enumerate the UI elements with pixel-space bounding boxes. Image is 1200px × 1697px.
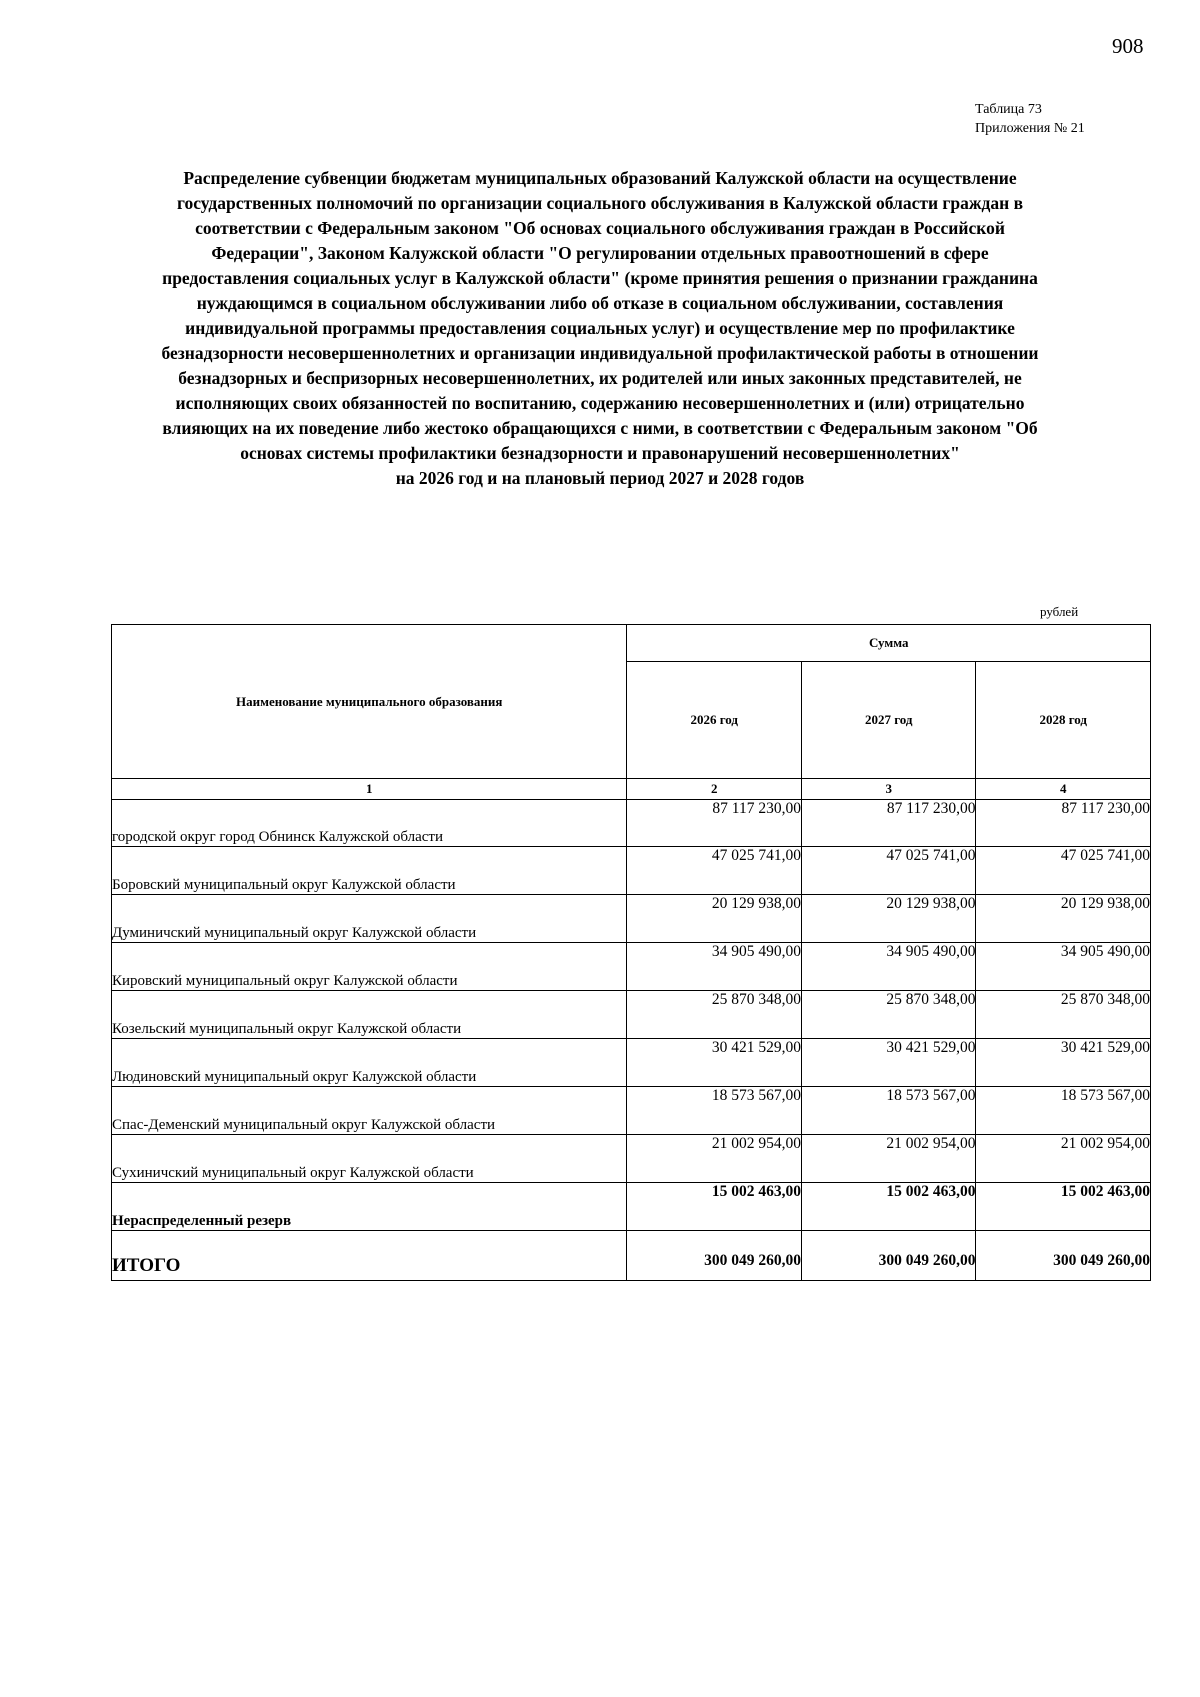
amount-2028: 25 870 348,00 — [976, 991, 1151, 1039]
amount-2026: 87 117 230,00 — [627, 800, 802, 847]
units-label: рублей — [1040, 604, 1079, 619]
amount-2027: 18 573 567,00 — [801, 1087, 976, 1135]
municipality-name: Козельский муниципальный округ Калужской области — [112, 991, 627, 1039]
amount-2028: 47 025 741,00 — [976, 847, 1151, 895]
total-2026: 300 049 260,00 — [627, 1231, 802, 1281]
reserve-name: Нераспределенный резерв — [112, 1183, 627, 1231]
amount-2026: 15 002 463,00 — [627, 1183, 802, 1231]
table-row — [112, 943, 1151, 991]
amount-2027: 15 002 463,00 — [801, 1183, 976, 1231]
amount-2026: 47 025 741,00 — [627, 847, 802, 895]
amount-2027: 87 117 230,00 — [801, 800, 976, 847]
amount-2026: 21 002 954,00 — [627, 1135, 802, 1183]
column-number: 3 — [801, 779, 976, 800]
page-number: 908 — [1112, 34, 1144, 58]
municipality-name: городской округ город Обнинск Калужской области — [112, 800, 627, 847]
appendix-number: Приложения № 21 — [975, 121, 1085, 136]
table-number: Таблица 73 — [975, 102, 1042, 117]
amount-2026: 25 870 348,00 — [627, 991, 802, 1039]
total-2027: 300 049 260,00 — [801, 1231, 976, 1281]
header-name-column: Наименование муниципального образования — [112, 625, 627, 779]
table-row — [112, 1087, 1151, 1135]
subvention-table — [111, 624, 1151, 1281]
municipality-name: Спас-Деменский муниципальный округ Калужской области — [112, 1087, 627, 1135]
title-line: безнадзорности несовершеннолетних и организации индивидуальной профилактической работы в отношении — [161, 343, 1039, 363]
total-2028: 300 049 260,00 — [976, 1231, 1151, 1281]
header-year-2028: 2028 год — [976, 662, 1151, 779]
reserve-row — [112, 1183, 1151, 1231]
title-line: соответствии с Федеральным законом "Об основах социального обслуживания граждан в Российской — [195, 218, 1005, 238]
table-row — [112, 895, 1151, 943]
amount-2028: 18 573 567,00 — [976, 1087, 1151, 1135]
title-line: государственных полномочий по организации социального обслуживания в Калужской области граждан в — [176, 193, 1024, 213]
header-year-2027: 2027 год — [801, 662, 976, 779]
amount-2028: 20 129 938,00 — [976, 895, 1151, 943]
amount-2027: 47 025 741,00 — [801, 847, 976, 895]
municipality-name: Думиничский муниципальный округ Калужской области — [112, 895, 627, 943]
total-row — [112, 1231, 1151, 1281]
amount-2028: 21 002 954,00 — [976, 1135, 1151, 1183]
header-year-2026: 2026 год — [627, 662, 802, 779]
title-line: индивидуальной программы предоставления социальных услуг) и осуществление мер по профилактике — [185, 318, 1015, 338]
table-row — [112, 800, 1151, 847]
table-row — [112, 991, 1151, 1039]
amount-2027: 21 002 954,00 — [801, 1135, 976, 1183]
amount-2028: 30 421 529,00 — [976, 1039, 1151, 1087]
title-line: основах системы профилактики безнадзорности и правонарушений несовершеннолетних" — [240, 443, 960, 463]
municipality-name: Кировский муниципальный округ Калужской области — [112, 943, 627, 991]
table-row — [112, 847, 1151, 895]
title-line: Распределение субвенции бюджетам муниципальных образований Калужской области на осуществление — [183, 168, 1017, 188]
column-number: 1 — [112, 779, 627, 800]
amount-2027: 34 905 490,00 — [801, 943, 976, 991]
amount-2027: 30 421 529,00 — [801, 1039, 976, 1087]
table-row — [112, 1135, 1151, 1183]
title-line: безнадзорных и беспризорных несовершеннолетних, их родителей или иных законных представителей, не — [178, 368, 1022, 388]
title-line: Федерации", Законом Калужской области "О регулировании отдельных правоотношений в сфере — [211, 243, 989, 263]
amount-2028: 15 002 463,00 — [976, 1183, 1151, 1231]
amount-2028: 87 117 230,00 — [976, 800, 1151, 847]
table-reference — [975, 100, 1085, 138]
header-sum-group: Сумма — [627, 625, 1151, 662]
municipality-name: Людиновский муниципальный округ Калужской области — [112, 1039, 627, 1087]
amount-2027: 25 870 348,00 — [801, 991, 976, 1039]
amount-2026: 34 905 490,00 — [627, 943, 802, 991]
title-line: исполняющих своих обязанностей по воспитанию, содержанию несовершеннолетних и (или) отрицательно — [175, 393, 1025, 413]
amount-2026: 20 129 938,00 — [627, 895, 802, 943]
municipality-name: Боровский муниципальный округ Калужской области — [112, 847, 627, 895]
amount-2027: 20 129 938,00 — [801, 895, 976, 943]
title-line: нуждающимся в социальном обслуживании либо об отказе в социальном обслуживании, составления — [196, 293, 1004, 313]
total-label: ИТОГО — [112, 1231, 627, 1281]
column-number: 2 — [627, 779, 802, 800]
document-title — [100, 166, 1100, 491]
title-line: влияющих на их поведение либо жестоко обращающихся с ними, в соответствии с Федеральным законом "Об — [162, 418, 1038, 438]
table-row — [112, 1039, 1151, 1087]
title-line: предоставления социальных услуг в Калужской области" (кроме принятия решения о признании гражданина — [162, 268, 1038, 288]
amount-2028: 34 905 490,00 — [976, 943, 1151, 991]
column-number: 4 — [976, 779, 1151, 800]
amount-2026: 30 421 529,00 — [627, 1039, 802, 1087]
title-line: на 2026 год и на плановый период 2027 и 2028 годов — [395, 468, 805, 488]
amount-2026: 18 573 567,00 — [627, 1087, 802, 1135]
municipality-name: Сухиничский муниципальный округ Калужской области — [112, 1135, 627, 1183]
